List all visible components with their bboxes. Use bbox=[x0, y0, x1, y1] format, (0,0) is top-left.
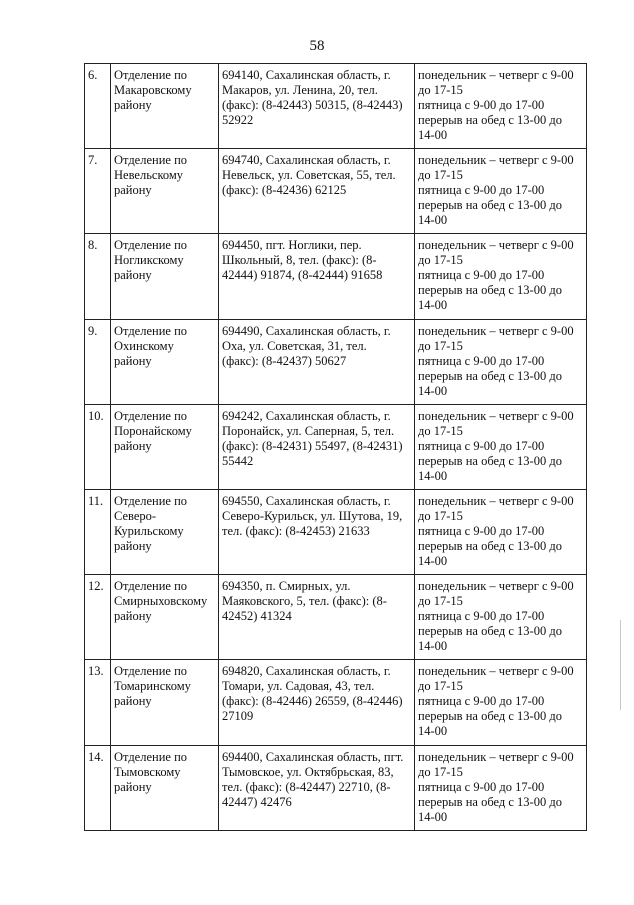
office-address-line: Томари, ул. Садовая, 43, тел. bbox=[222, 679, 375, 694]
office-name-cell bbox=[111, 149, 219, 234]
office-hours-line: до 17-15 bbox=[418, 83, 463, 97]
office-name-line: Отделение по bbox=[114, 664, 188, 679]
office-hours-line: 14-00 bbox=[418, 639, 448, 654]
office-name-line: району bbox=[114, 183, 152, 198]
office-address-line: 42444) 91874, (8-42444) 91658 bbox=[222, 268, 383, 283]
office-name-line: району bbox=[114, 98, 152, 112]
office-hours-cell bbox=[415, 234, 587, 319]
office-hours-line: до 17-15 bbox=[418, 764, 463, 779]
office-name-cell bbox=[111, 404, 219, 489]
office-hours-line: до 17-15 bbox=[418, 168, 463, 183]
office-address-line: (факс): (8-42436) 62125 bbox=[222, 183, 347, 198]
office-name-line: Отделение по bbox=[114, 238, 188, 253]
office-address-line: 694242, Сахалинская область, г. bbox=[222, 408, 391, 423]
office-address-line: тел. (факс): (8-42447) 22710, (8- bbox=[222, 779, 391, 794]
row-number-cell: 8. bbox=[85, 234, 111, 319]
office-hours-line: 14-00 bbox=[418, 553, 448, 568]
office-hours-line: перерыв на обед с 13-00 до bbox=[418, 794, 562, 809]
office-hours-cell bbox=[415, 149, 587, 234]
office-hours-line: до 17-15 bbox=[418, 679, 463, 694]
table-row bbox=[85, 149, 587, 234]
office-address-line: (факс): (8-42446) 26559, (8-42446) bbox=[222, 694, 403, 709]
office-address-line: (факс): (8-42443) 50315, (8-42443) bbox=[222, 98, 403, 112]
office-name-line: Отделение по bbox=[114, 153, 188, 168]
table-row bbox=[85, 64, 587, 149]
office-name-line: Охинскому bbox=[114, 338, 174, 353]
office-address-line: 694550, Сахалинская область, г. bbox=[222, 493, 391, 508]
office-hours-cell bbox=[415, 745, 587, 830]
office-hours-line: понедельник – четверг с 9-00 bbox=[418, 408, 574, 423]
row-number-cell: 13. bbox=[85, 660, 111, 745]
office-name-line: району bbox=[114, 779, 152, 794]
office-hours-line: 14-00 bbox=[418, 468, 448, 483]
office-hours-line: пятница с 9-00 до 17-00 bbox=[418, 694, 545, 709]
office-hours-line: перерыв на обед с 13-00 до bbox=[418, 198, 562, 213]
office-hours-cell bbox=[415, 575, 587, 660]
table-row bbox=[85, 489, 587, 574]
office-address-line: Оха, ул. Советская, 31, тел. bbox=[222, 338, 367, 353]
office-name-cell bbox=[111, 745, 219, 830]
office-address-line: Поронайск, ул. Саперная, 5, тел. bbox=[222, 423, 395, 438]
office-name-line: Отделение по bbox=[114, 408, 188, 423]
office-hours-line: 14-00 bbox=[418, 298, 448, 313]
office-address-cell bbox=[219, 489, 415, 574]
office-address-line: Невельск, ул. Советская, 55, тел. bbox=[222, 168, 396, 183]
office-name-line: Смирныховскому bbox=[114, 594, 208, 609]
office-hours-line: пятница с 9-00 до 17-00 bbox=[418, 523, 545, 538]
office-name-line: Поронайскому bbox=[114, 423, 192, 438]
office-name-line: Отделение по bbox=[114, 749, 188, 764]
office-name-line: району bbox=[114, 353, 152, 368]
office-address-line: 55442 bbox=[222, 453, 254, 468]
office-address-cell bbox=[219, 575, 415, 660]
office-hours-line: пятница с 9-00 до 17-00 bbox=[418, 779, 545, 794]
row-number-cell: 14. bbox=[85, 745, 111, 830]
office-address-cell bbox=[219, 404, 415, 489]
office-hours-line: понедельник – четверг с 9-00 bbox=[418, 493, 574, 508]
office-name-line: Ногликскому bbox=[114, 253, 184, 268]
office-address-line: Макаров, ул. Ленина, 20, тел. bbox=[222, 83, 378, 97]
office-name-line: Отделение по bbox=[114, 579, 188, 594]
office-address-line: 694140, Сахалинская область, г. bbox=[222, 68, 391, 82]
office-hours-cell bbox=[415, 64, 587, 149]
table-row bbox=[85, 319, 587, 404]
row-number-cell: 10. bbox=[85, 404, 111, 489]
office-hours-line: пятница с 9-00 до 17-00 bbox=[418, 268, 545, 283]
office-address-line: 52922 bbox=[222, 113, 254, 127]
office-hours-line: понедельник – четверг с 9-00 bbox=[418, 749, 574, 764]
office-hours-line: пятница с 9-00 до 17-00 bbox=[418, 438, 545, 453]
office-hours-line: понедельник – четверг с 9-00 bbox=[418, 153, 574, 168]
office-hours-line: перерыв на обед с 13-00 до bbox=[418, 538, 562, 553]
table-row bbox=[85, 745, 587, 830]
table-row bbox=[85, 575, 587, 660]
office-name-line: району bbox=[114, 538, 152, 553]
office-hours-line: понедельник – четверг с 9-00 bbox=[418, 323, 574, 338]
office-hours-line: пятница с 9-00 до 17-00 bbox=[418, 353, 545, 368]
table-row bbox=[85, 404, 587, 489]
office-name-line: Северо- bbox=[114, 508, 157, 523]
office-name-line: району bbox=[114, 694, 152, 709]
office-address-line: Северо-Курильск, ул. Шутова, 19, bbox=[222, 508, 403, 523]
office-address-line: 42447) 42476 bbox=[222, 794, 292, 809]
office-hours-line: пятница с 9-00 до 17-00 bbox=[418, 609, 545, 624]
row-number-cell: 9. bbox=[85, 319, 111, 404]
office-hours-line: 14-00 bbox=[418, 128, 448, 142]
office-hours-cell bbox=[415, 319, 587, 404]
office-name-cell bbox=[111, 575, 219, 660]
scan-artifact-line bbox=[620, 620, 621, 710]
office-hours-line: до 17-15 bbox=[418, 253, 463, 268]
office-address-line: 694820, Сахалинская область, г. bbox=[222, 664, 391, 679]
office-hours-line: 14-00 bbox=[418, 724, 448, 739]
office-hours-line: понедельник – четверг с 9-00 bbox=[418, 238, 574, 253]
office-address-line: тел. (факс): (8-42453) 21633 bbox=[222, 523, 370, 538]
office-hours-line: пятница с 9-00 до 17-00 bbox=[418, 183, 545, 198]
office-hours-cell bbox=[415, 404, 587, 489]
office-hours-line: перерыв на обед с 13-00 до bbox=[418, 113, 562, 127]
office-name-cell bbox=[111, 64, 219, 149]
office-address-line: (факс): (8-42437) 50627 bbox=[222, 353, 347, 368]
office-address-cell bbox=[219, 64, 415, 149]
office-hours-cell bbox=[415, 660, 587, 745]
office-address-line: (факс): (8-42431) 55497, (8-42431) bbox=[222, 438, 403, 453]
office-hours-line: перерыв на обед с 13-00 до bbox=[418, 709, 562, 724]
office-hours-line: 14-00 bbox=[418, 213, 448, 228]
office-address-line: Тымовское, ул. Октябрьская, 83, bbox=[222, 764, 394, 779]
row-number-cell: 7. bbox=[85, 149, 111, 234]
office-address-cell bbox=[219, 745, 415, 830]
office-name-line: Отделение по bbox=[114, 68, 188, 82]
office-hours-line: перерыв на обед с 13-00 до bbox=[418, 283, 562, 298]
office-hours-line: перерыв на обед с 13-00 до bbox=[418, 453, 562, 468]
office-name-line: Отделение по bbox=[114, 493, 188, 508]
office-name-line: Макаровскому bbox=[114, 83, 192, 97]
office-address-cell bbox=[219, 319, 415, 404]
office-hours-line: перерыв на обед с 13-00 до bbox=[418, 624, 562, 639]
office-address-cell bbox=[219, 660, 415, 745]
office-name-line: району bbox=[114, 609, 152, 624]
office-name-line: Тымовскому bbox=[114, 764, 181, 779]
office-name-line: Невельскому bbox=[114, 168, 184, 183]
office-hours-line: понедельник – четверг с 9-00 bbox=[418, 68, 574, 82]
row-number-cell: 11. bbox=[85, 489, 111, 574]
office-hours-line: до 17-15 bbox=[418, 594, 463, 609]
office-hours-line: понедельник – четверг с 9-00 bbox=[418, 579, 574, 594]
office-name-cell bbox=[111, 660, 219, 745]
office-address-line: 694350, п. Смирных, ул. bbox=[222, 579, 351, 594]
office-name-cell bbox=[111, 319, 219, 404]
office-name-line: Томаринскому bbox=[114, 679, 191, 694]
office-address-line: 694740, Сахалинская область, г. bbox=[222, 153, 391, 168]
office-name-line: Отделение по bbox=[114, 323, 188, 338]
office-address-line: Маяковского, 5, тел. (факс): (8- bbox=[222, 594, 387, 609]
office-hours-line: 14-00 bbox=[418, 809, 448, 824]
table-row bbox=[85, 660, 587, 745]
offices-table bbox=[84, 63, 587, 831]
page-number: 58 bbox=[309, 38, 325, 54]
office-address-line: 42452) 41324 bbox=[222, 609, 292, 624]
office-hours-line: до 17-15 bbox=[418, 338, 463, 353]
office-hours-line: до 17-15 bbox=[418, 423, 463, 438]
office-address-line: 694450, пгт. Ноглики, пер. bbox=[222, 238, 362, 253]
office-name-line: Курильскому bbox=[114, 523, 184, 538]
row-number-cell: 12. bbox=[85, 575, 111, 660]
row-number-cell: 6. bbox=[85, 64, 111, 149]
office-name-cell bbox=[111, 489, 219, 574]
office-hours-line: пятница с 9-00 до 17-00 bbox=[418, 98, 545, 112]
office-name-line: району bbox=[114, 438, 152, 453]
offices-table-body bbox=[85, 64, 587, 831]
office-address-cell bbox=[219, 149, 415, 234]
office-address-line: 694490, Сахалинская область, г. bbox=[222, 323, 391, 338]
office-hours-cell bbox=[415, 489, 587, 574]
office-hours-line: до 17-15 bbox=[418, 508, 463, 523]
office-name-cell bbox=[111, 234, 219, 319]
office-hours-line: 14-00 bbox=[418, 383, 448, 398]
office-name-line: району bbox=[114, 268, 152, 283]
office-address-line: 27109 bbox=[222, 709, 254, 724]
table-row bbox=[85, 234, 587, 319]
office-address-cell bbox=[219, 234, 415, 319]
office-address-line: 694400, Сахалинская область, пгт. bbox=[222, 749, 404, 764]
office-address-line: Школьный, 8, тел. (факс): (8- bbox=[222, 253, 377, 268]
office-hours-line: перерыв на обед с 13-00 до bbox=[418, 368, 562, 383]
office-hours-line: понедельник – четверг с 9-00 bbox=[418, 664, 574, 679]
